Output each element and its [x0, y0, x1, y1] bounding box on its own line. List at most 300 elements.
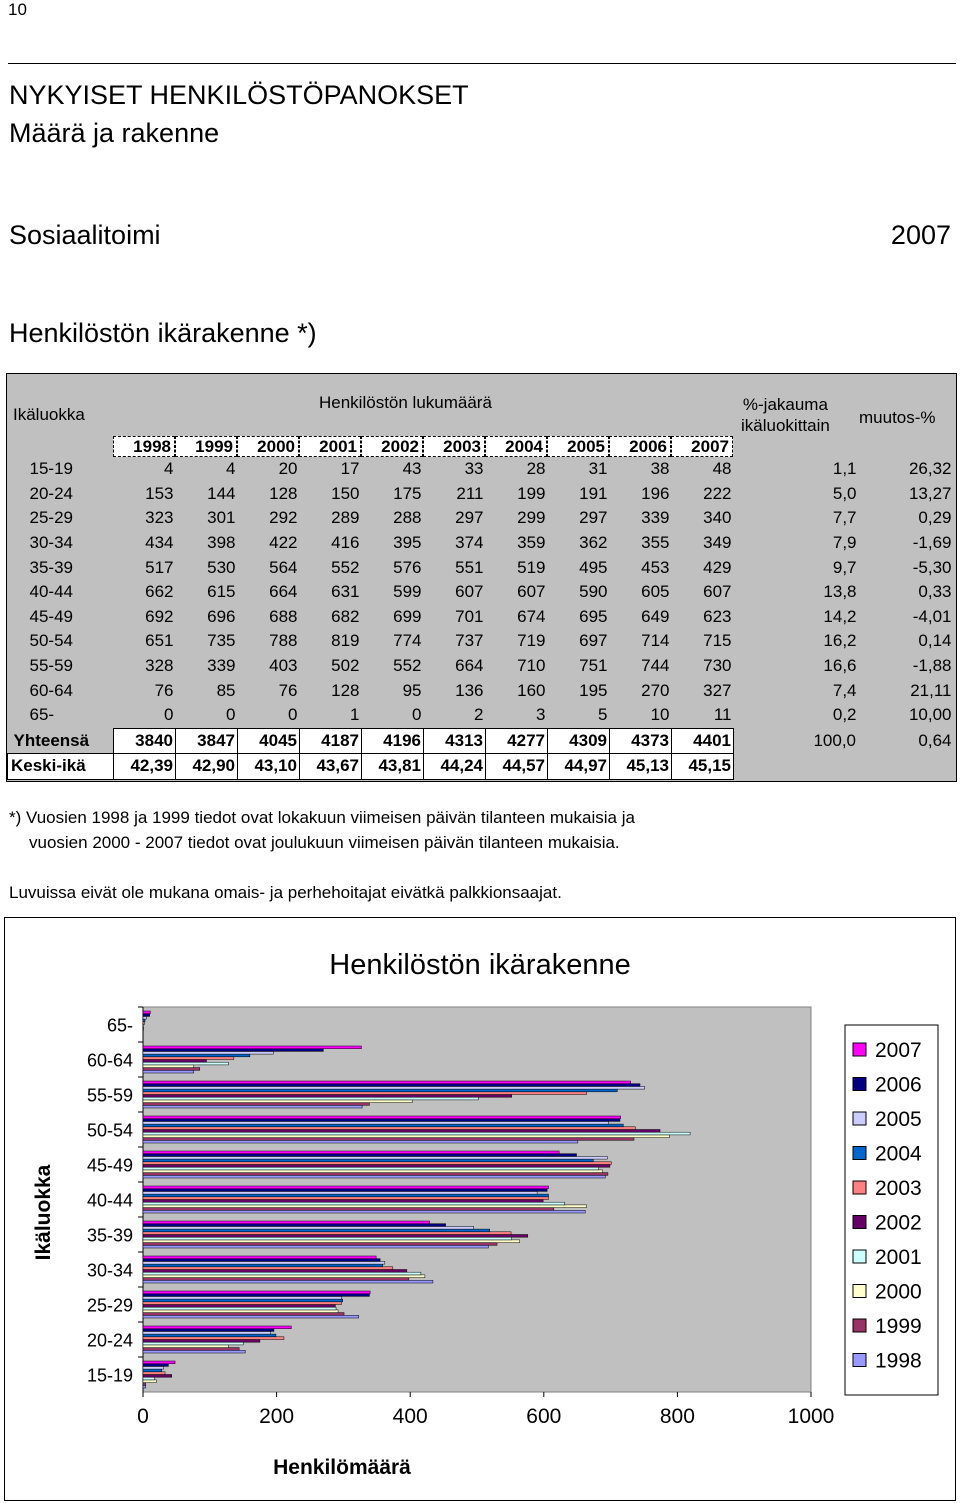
change-cell: 13,27 [908, 483, 952, 503]
bar-2006-20-24 [143, 1329, 274, 1332]
bar-1998-35-39 [143, 1245, 488, 1248]
age-group-label: 60-64 [29, 680, 73, 700]
age-group-label: 45-49 [29, 606, 73, 626]
headcount-cell: 697 [579, 631, 608, 651]
headcount-cell: 605 [641, 582, 670, 602]
age-group-label: 40-44 [29, 582, 73, 602]
total-cell: 4187 [300, 728, 362, 754]
table-row [8, 457, 954, 482]
bar-2003-50-54 [143, 1127, 635, 1130]
change-cell: 0,29 [918, 508, 952, 528]
average-age-row [8, 754, 954, 780]
bar-1998-45-49 [143, 1175, 605, 1178]
headcount-cell: 339 [641, 508, 670, 528]
table-row [8, 678, 954, 703]
distribution-cell: 14,2 [823, 606, 857, 626]
header-distribution-line1: %-jakauma [742, 395, 828, 414]
bar-2004-40-44 [143, 1194, 548, 1197]
headcount-cell: 719 [517, 631, 546, 651]
total-cell: 4196 [362, 728, 424, 754]
total-distribution-cell: 100,0 [813, 730, 856, 750]
page-subtitle: Määrä ja rakenne [9, 118, 220, 148]
bar-2007-50-54 [143, 1116, 621, 1119]
table-row [8, 629, 954, 654]
bar-1998-30-34 [143, 1280, 433, 1283]
headcount-cell: 128 [331, 680, 360, 700]
headcount-cell: 519 [517, 557, 546, 577]
headcount-cell: 95 [402, 680, 422, 700]
average-age-cell: 43,67 [300, 754, 362, 780]
total-label: Yhteensä [13, 730, 90, 750]
bar-1998-15-19 [143, 1385, 146, 1388]
bar-2004-30-34 [143, 1264, 383, 1267]
x-tick-label: 200 [259, 1405, 295, 1428]
headcount-cell: 4 [164, 459, 174, 479]
headcount-cell: 615 [207, 582, 236, 602]
headcount-cell: 349 [703, 533, 732, 553]
headcount-cell: 43 [402, 459, 422, 479]
bar-2002-15-19 [143, 1375, 172, 1378]
bar-2001-30-34 [143, 1272, 421, 1275]
headcount-cell: 730 [703, 656, 732, 676]
header-rule [8, 63, 956, 64]
bar-2000-50-54 [143, 1135, 669, 1138]
headcount-cell: 453 [641, 557, 670, 577]
y-tick-label: 20-24 [86, 1330, 133, 1351]
headcount-cell: 355 [641, 533, 670, 553]
average-age-label: Keski-ikä [8, 754, 114, 780]
distribution-cell: 13,8 [823, 582, 857, 602]
average-age-cell: 43,10 [238, 754, 300, 780]
bar-2000-15-19 [143, 1380, 156, 1383]
bar-2003-25-29 [143, 1302, 341, 1305]
bar-1999-25-29 [143, 1313, 344, 1316]
bar-2003-30-34 [143, 1267, 393, 1270]
legend-label-2001: 2001 [875, 1246, 922, 1269]
headcount-cell: 3 [536, 705, 546, 725]
legend-swatch-2001 [853, 1250, 866, 1263]
distribution-cell: 16,6 [823, 656, 857, 676]
table-row [8, 605, 954, 630]
bar-1998-50-54 [143, 1140, 578, 1143]
bar-2005-35-39 [143, 1226, 474, 1229]
bar-2005-30-34 [143, 1261, 385, 1264]
section-name: Sosiaalitoimi [9, 220, 161, 250]
headcount-cell: 292 [269, 508, 298, 528]
distribution-cell: 16,2 [823, 631, 857, 651]
legend-label-2006: 2006 [875, 1073, 922, 1097]
bar-2002-30-34 [143, 1270, 407, 1273]
bar-1999-20-24 [143, 1348, 239, 1351]
y-tick-label: 40-44 [86, 1190, 133, 1211]
bar-1998-20-24 [143, 1350, 245, 1353]
age-group-label: 30-34 [29, 533, 73, 553]
headcount-cell: 699 [393, 606, 422, 626]
bar-2000-35-39 [143, 1240, 520, 1243]
y-tick-label: 35-39 [86, 1225, 133, 1246]
headcount-cell: 662 [145, 582, 174, 602]
headcount-cell: 552 [393, 656, 422, 676]
headcount-cell: 429 [703, 557, 732, 577]
bar-2003-35-39 [143, 1232, 511, 1235]
distribution-cell: 7,7 [832, 508, 857, 528]
age-group-label: 50-54 [29, 631, 73, 651]
year-header-2000: 2000 [237, 436, 299, 457]
total-row [8, 728, 954, 754]
table-row [8, 580, 954, 605]
page-number: 10 [8, 0, 27, 19]
age-group-label: 55-59 [29, 656, 73, 676]
legend-swatch-2007 [853, 1043, 866, 1056]
headcount-cell: 607 [703, 582, 732, 602]
total-cell: 4277 [486, 728, 548, 754]
headcount-cell: 31 [588, 459, 608, 479]
bar-2002-50-54 [143, 1130, 660, 1133]
chart-svg [5, 918, 955, 1500]
total-cell: 4401 [672, 728, 734, 754]
bar-2006-50-54 [143, 1119, 620, 1122]
total-cell: 4309 [548, 728, 610, 754]
bar-2002-25-29 [143, 1305, 335, 1308]
bar-2002-35-39 [143, 1235, 528, 1238]
bar-2005-65- [143, 1016, 146, 1019]
change-cell: -1,69 [912, 533, 952, 553]
data-grid [7, 457, 954, 780]
change-cell: 21,11 [910, 680, 952, 700]
headcount-cell: 323 [145, 508, 174, 528]
x-tick-label: 800 [659, 1405, 695, 1428]
bar-2000-60-64 [143, 1065, 194, 1068]
bar-2006-65- [143, 1014, 150, 1017]
headcount-cell: 48 [712, 459, 732, 479]
bar-2000-20-24 [143, 1345, 229, 1348]
bar-2007-55-59 [143, 1081, 631, 1084]
x-tick-label: 400 [392, 1405, 428, 1428]
bar-1999-55-59 [143, 1103, 369, 1106]
bar-2004-50-54 [143, 1124, 623, 1127]
page-title: NYKYISET HENKILÖSTÖPANOKSET [9, 80, 469, 110]
legend-label-2004: 2004 [875, 1142, 922, 1166]
bar-2003-15-19 [143, 1372, 165, 1375]
bar-2001-50-54 [143, 1132, 690, 1135]
headcount-cell: 362 [579, 533, 608, 553]
header-distribution [741, 394, 830, 436]
legend-label-1998: 1998 [875, 1349, 922, 1373]
change-cell: 0,33 [918, 582, 952, 602]
headcount-cell: 76 [154, 680, 174, 700]
bar-2004-55-59 [143, 1089, 617, 1092]
headcount-cell: 434 [145, 533, 174, 553]
legend-swatch-1999 [853, 1319, 866, 1332]
bar-2002-55-59 [143, 1095, 512, 1098]
change-cell: 26,32 [908, 459, 952, 479]
bar-1999-60-64 [143, 1068, 200, 1071]
header-change: muutos-% [859, 408, 936, 427]
headcount-cell: 664 [455, 656, 484, 676]
headcount-cell: 551 [455, 557, 484, 577]
headcount-cell: 735 [207, 631, 236, 651]
headcount-cell: 701 [455, 606, 484, 626]
bar-1999-45-49 [143, 1173, 608, 1176]
headcount-cell: 576 [393, 557, 422, 577]
bar-2004-15-19 [143, 1369, 162, 1372]
distribution-cell: 1,1 [832, 459, 857, 479]
headcount-cell: 5 [598, 705, 608, 725]
headcount-cell: 199 [517, 483, 546, 503]
bar-1998-55-59 [143, 1105, 362, 1108]
headcount-cell: 564 [269, 557, 298, 577]
headcount-cell: 696 [207, 606, 236, 626]
headcount-cell: 85 [216, 680, 236, 700]
bar-2002-60-64 [143, 1060, 206, 1063]
headcount-cell: 607 [517, 582, 546, 602]
legend-label-2007: 2007 [875, 1039, 922, 1062]
bar-2007-60-64 [143, 1046, 361, 1049]
bar-2000-55-59 [143, 1100, 412, 1103]
headcount-cell: 599 [393, 582, 422, 602]
bar-1999-15-19 [143, 1383, 146, 1386]
headcount-cell: 299 [517, 508, 546, 528]
age-group-label: 65- [29, 705, 55, 725]
bar-2000-40-44 [143, 1205, 587, 1208]
table-row [8, 482, 954, 507]
bar-2004-35-39 [143, 1229, 490, 1232]
headcount-cell: 10 [650, 705, 670, 725]
headcount-cell: 682 [331, 606, 360, 626]
headcount-cell: 327 [703, 680, 732, 700]
bar-2006-15-19 [143, 1364, 168, 1367]
legend-swatch-2006 [853, 1078, 866, 1091]
table-row [8, 506, 954, 531]
table-heading: Henkilöstön ikärakenne *) [9, 318, 317, 348]
headcount-cell: 4 [226, 459, 236, 479]
bar-2001-65- [143, 1027, 144, 1030]
headcount-cell: 20 [278, 459, 298, 479]
chart-title: Henkilöstön ikärakenne [329, 949, 631, 981]
bar-2003-45-49 [143, 1162, 611, 1165]
distribution-cell: 9,7 [832, 557, 857, 577]
headcount-cell: 222 [703, 483, 732, 503]
age-group-label: 35-39 [29, 557, 73, 577]
headcount-cell: 289 [331, 508, 360, 528]
average-age-cell: 43,81 [362, 754, 424, 780]
bar-2002-20-24 [143, 1340, 260, 1343]
headcount-cell: 153 [145, 483, 174, 503]
footnote-line-2: vuosien 2000 - 2007 tiedot ovat joulukuun viimeisen päivän tilanteen mukaisia. [29, 833, 620, 852]
bar-2007-25-29 [143, 1291, 370, 1294]
headcount-cell: 28 [526, 459, 546, 479]
average-age-cell: 44,24 [424, 754, 486, 780]
header-distribution-line2: ikäluokittain [741, 416, 830, 435]
headcount-cell: 552 [331, 557, 360, 577]
headcount-cell: 374 [455, 533, 484, 553]
headcount-cell: 340 [703, 508, 732, 528]
change-cell: -1,88 [912, 656, 952, 676]
bar-2000-45-49 [143, 1170, 603, 1173]
headcount-cell: 649 [641, 606, 670, 626]
section-year: 2007 [890, 220, 951, 250]
bar-2007-35-39 [143, 1221, 430, 1224]
headcount-cell: 607 [455, 582, 484, 602]
y-tick-label: 60-64 [86, 1050, 133, 1071]
headcount-cell: 774 [393, 631, 422, 651]
headcount-cell: 288 [393, 508, 422, 528]
year-header-2003: 2003 [423, 436, 485, 457]
distribution-cell: 7,4 [832, 680, 857, 700]
bar-2005-50-54 [143, 1121, 609, 1124]
headcount-cell: 33 [464, 459, 484, 479]
bar-2007-20-24 [143, 1326, 291, 1329]
headcount-cell: 76 [278, 680, 298, 700]
year-header-2004: 2004 [485, 436, 547, 457]
headcount-cell: 664 [269, 582, 298, 602]
total-cell: 4313 [424, 728, 486, 754]
year-header-2007: 2007 [671, 436, 733, 457]
change-cell: -5,30 [912, 557, 952, 577]
x-tick-label: 600 [526, 1405, 562, 1428]
headcount-cell: 328 [145, 656, 174, 676]
headcount-cell: 416 [331, 533, 360, 553]
average-age-cell: 45,15 [672, 754, 734, 780]
exclusion-note: Luvuissa eivät ole mukana omais- ja perhehoitajat eivätkä palkkionsaajat. [9, 883, 562, 902]
change-cell: -4,01 [912, 606, 952, 626]
y-tick-label: 25-29 [86, 1295, 133, 1316]
table-row [8, 654, 954, 679]
bar-2007-65- [143, 1011, 150, 1014]
table-row [8, 703, 954, 728]
bar-2005-20-24 [143, 1331, 271, 1334]
average-age-cell: 44,57 [486, 754, 548, 780]
headcount-cell: 674 [517, 606, 546, 626]
age-group-label: 25-29 [29, 508, 73, 528]
headcount-cell: 398 [207, 533, 236, 553]
y-tick-label: 15-19 [86, 1365, 133, 1386]
bar-2007-15-19 [143, 1361, 175, 1364]
average-age-cell: 42,90 [176, 754, 238, 780]
headcount-cell: 819 [331, 631, 360, 651]
change-cell: 10,00 [908, 705, 952, 725]
age-structure-chart [4, 917, 956, 1501]
bar-2001-20-24 [143, 1342, 243, 1345]
y-tick-label: 30-34 [86, 1260, 133, 1281]
headcount-cell: 502 [331, 656, 360, 676]
total-cell: 3847 [176, 728, 238, 754]
headcount-cell: 715 [703, 631, 732, 651]
bar-2005-55-59 [143, 1086, 645, 1089]
headcount-cell: 395 [393, 533, 422, 553]
bar-1999-40-44 [143, 1208, 554, 1211]
bar-2004-65- [143, 1019, 145, 1022]
headcount-cell: 175 [393, 483, 422, 503]
headcount-cell: 0 [164, 705, 174, 725]
year-header-1998: 1998 [113, 436, 175, 457]
headcount-cell: 695 [579, 606, 608, 626]
bar-1999-30-34 [143, 1278, 409, 1281]
y-tick-label: 50-54 [86, 1120, 133, 1141]
bar-2007-30-34 [143, 1256, 376, 1259]
average-age-cell: 45,13 [610, 754, 672, 780]
year-header-2006: 2006 [609, 436, 671, 457]
bar-2006-45-49 [143, 1154, 577, 1157]
headcount-cell: 196 [641, 483, 670, 503]
headcount-cell: 359 [517, 533, 546, 553]
legend-swatch-1998 [853, 1354, 866, 1367]
headcount-cell: 714 [641, 631, 670, 651]
headcount-cell: 0 [288, 705, 298, 725]
headcount-cell: 160 [517, 680, 546, 700]
bar-2001-45-49 [143, 1167, 599, 1170]
headcount-cell: 517 [145, 557, 174, 577]
y-tick-label: 55-59 [86, 1085, 133, 1106]
year-header-2005: 2005 [547, 436, 609, 457]
total-cell: 4045 [238, 728, 300, 754]
headcount-cell: 38 [650, 459, 670, 479]
bar-2003-60-64 [143, 1057, 234, 1060]
bar-1999-35-39 [143, 1243, 497, 1246]
legend-label-2003: 2003 [875, 1177, 922, 1200]
headcount-cell: 191 [579, 483, 608, 503]
bar-2000-30-34 [143, 1275, 425, 1278]
distribution-cell: 7,9 [832, 533, 857, 553]
bar-2006-55-59 [143, 1084, 640, 1087]
table-row [8, 531, 954, 556]
bar-2002-45-49 [143, 1165, 610, 1168]
total-cell: 3840 [114, 728, 176, 754]
bar-2006-30-34 [143, 1259, 380, 1262]
headcount-cell: 751 [579, 656, 608, 676]
bar-2006-60-64 [143, 1049, 323, 1052]
bar-2006-35-39 [143, 1224, 446, 1227]
bar-2005-15-19 [143, 1366, 164, 1369]
headcount-cell: 270 [641, 680, 670, 700]
headcount-cell: 339 [207, 656, 236, 676]
headcount-cell: 297 [455, 508, 484, 528]
age-group-label: 15-19 [29, 459, 73, 479]
bar-2001-35-39 [143, 1237, 512, 1240]
total-cell: 4373 [610, 728, 672, 754]
bar-2005-45-49 [143, 1156, 607, 1159]
bar-2001-15-19 [143, 1377, 154, 1380]
headcount-cell: 128 [269, 483, 298, 503]
bar-2001-55-59 [143, 1097, 478, 1100]
headcount-cell: 495 [579, 557, 608, 577]
legend-label-2000: 2000 [875, 1280, 922, 1304]
legend-swatch-2000 [853, 1285, 866, 1298]
bar-2005-25-29 [143, 1296, 341, 1299]
header-age-group: Ikäluokka [13, 405, 85, 424]
headcount-cell: 744 [641, 656, 670, 676]
headcount-cell: 301 [207, 508, 236, 528]
headcount-cell: 136 [455, 680, 484, 700]
bar-2003-20-24 [143, 1337, 284, 1340]
headcount-cell: 403 [269, 656, 298, 676]
bar-2003-55-59 [143, 1092, 587, 1095]
table-row [8, 555, 954, 580]
age-group-label: 20-24 [29, 483, 73, 503]
bar-2004-20-24 [143, 1334, 276, 1337]
change-cell: 0,14 [918, 631, 952, 651]
distribution-cell: 5,0 [832, 483, 857, 503]
bar-2001-40-44 [143, 1202, 565, 1205]
bar-2005-60-64 [143, 1051, 273, 1054]
headcount-cell: 297 [579, 508, 608, 528]
bar-2007-40-44 [143, 1186, 548, 1189]
bar-2001-60-64 [143, 1062, 229, 1065]
legend-swatch-2005 [853, 1112, 866, 1125]
headcount-cell: 0 [412, 705, 422, 725]
legend-swatch-2002 [853, 1216, 866, 1229]
headcount-cell: 623 [703, 606, 732, 626]
